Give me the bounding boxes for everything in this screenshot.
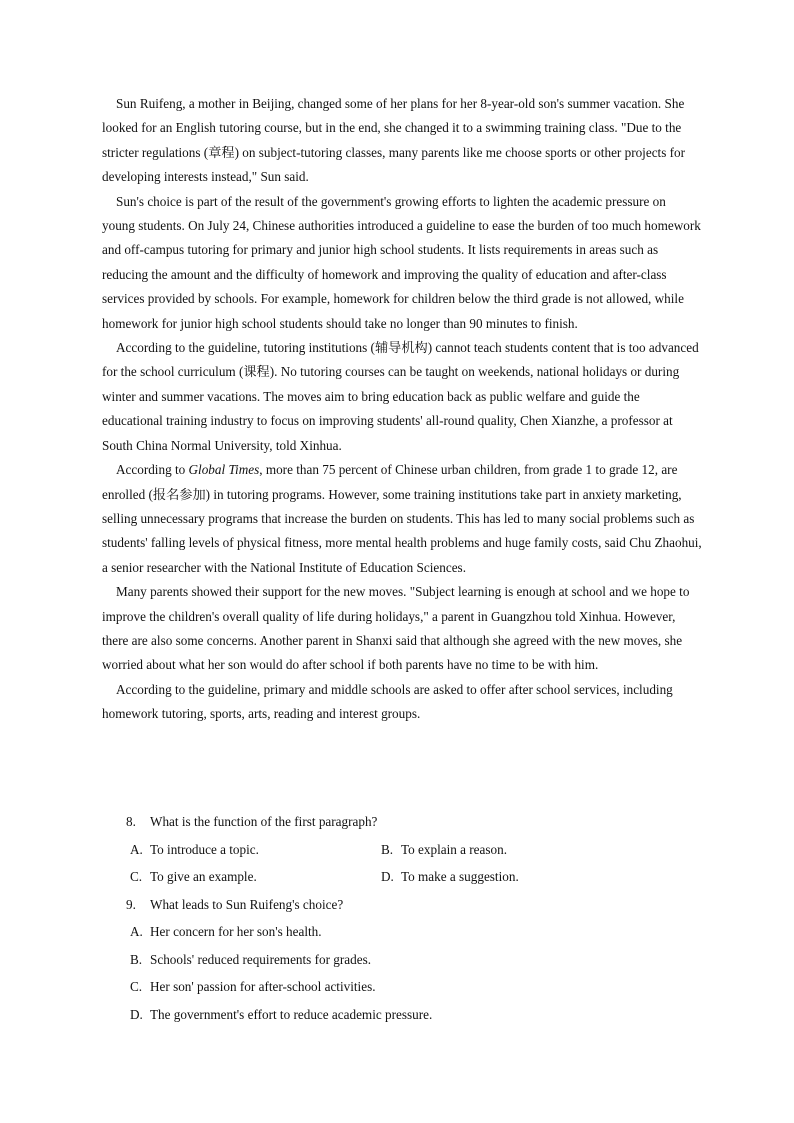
paragraph-4-body: , more than 75 percent of Chinese urban children, from grade 1 to grade 12, are enrolled (报名参加) in tutoring programs. However, some training institutions take part in anxiety marketing, selling unnecessary programs that increase the burden on students. This has led to many social problems such as students' falling levels of physical fitness, more mental health problems and huge family costs, said Chu Zhaohui, a senior researcher with the National Institute of Education Sciences. (102, 462, 702, 575)
source-name-global-times: Global Times (188, 462, 260, 478)
reading-passage (102, 92, 702, 727)
option-text: Schools' reduced requirements for grades. (150, 951, 371, 967)
option-text: To explain a reason. (401, 841, 508, 857)
question-8-options-row-1 (102, 836, 702, 864)
option-letter: A. (130, 841, 143, 857)
question-9-option-c[interactable] (102, 973, 702, 1001)
question-9-stem (102, 891, 702, 919)
question-8-option-c[interactable] (130, 863, 381, 891)
paragraph-5: Many parents showed their support for the new moves. "Subject learning is enough at school and we hope to improve the children's overall quality of life during holidays," a parent in Guangzhou told Xinhua. However, there are also some concerns. Another parent in Shanxi said that although she agreed with the new moves, she worried about what her son would do after school if both parents have no time to be with him. (102, 584, 690, 673)
question-list (102, 808, 702, 1028)
question-8-option-d[interactable] (381, 863, 632, 891)
question-9-option-d[interactable] (102, 1001, 702, 1029)
paragraph-3: According to the guideline, tutoring institutions (辅导机构) cannot teach students content that is too advanced for the school curriculum (课程). No tutoring courses can be taught on weekends, national holidays or during winter and summer vacations. The moves aim to bring education back as public welfare and guide the educational training industry to focus on improving students' all-round quality, Chen Xianzhe, a professor at South China Normal University, told Xinhua. (102, 340, 699, 453)
question-number: 8. (126, 814, 136, 829)
option-text: To introduce a topic. (150, 841, 259, 857)
question-8-option-a[interactable] (130, 836, 381, 864)
option-letter: B. (381, 841, 394, 857)
option-text: The government's effort to reduce academic pressure. (150, 1006, 433, 1022)
question-number: 9. (126, 896, 136, 912)
option-letter: C. (130, 869, 143, 884)
option-text: To make a suggestion. (401, 869, 519, 884)
question-text: What is the function of the first paragraph? (150, 814, 378, 829)
question-9-option-a[interactable] (102, 918, 702, 946)
paragraph-1: Sun Ruifeng, a mother in Beijing, changed some of her plans for her 8-year-old son's summer vacation. She looked for an English tutoring course, but in the end, she changed it to a swimming training class. "Due to the stricter regulations (章程) on subject-tutoring classes, many parents like me choose sports or other projects for developing interests instead," Sun said. (102, 96, 686, 185)
question-8-option-b[interactable] (381, 836, 632, 864)
option-letter: D. (130, 1006, 143, 1022)
option-letter: B. (130, 951, 143, 967)
paragraph-4-prefix: According to (116, 462, 189, 478)
option-letter: C. (130, 979, 143, 994)
question-9-option-b[interactable] (102, 946, 702, 974)
option-text: Her concern for her son's health. (150, 924, 322, 939)
question-8-stem (102, 808, 702, 836)
option-text: Her son' passion for after-school activities. (150, 979, 376, 994)
option-letter: A. (130, 924, 143, 939)
option-letter: D. (381, 869, 394, 884)
question-8-options-row-2 (102, 863, 702, 891)
paragraph-4 (102, 458, 702, 580)
question-text: What leads to Sun Ruifeng's choice? (150, 896, 344, 912)
paragraph-6: According to the guideline, primary and middle schools are asked to offer after school services, including homework tutoring, sports, arts, reading and interest groups. (102, 681, 673, 722)
paragraph-2: Sun's choice is part of the result of the government's growing efforts to lighten the academic pressure on young students. On July 24, Chinese authorities introduced a guideline to ease the burden of too much homework and off-campus tutoring for primary and junior high school students. It lists requirements in areas such as reducing the amount and the difficulty of homework and improving the quality of education and after-class services provided by schools. For example, homework for children below the third grade is not allowed, while homework for junior high school students should take no longer than 90 minutes to finish. (102, 193, 701, 331)
option-text: To give an example. (150, 869, 257, 884)
